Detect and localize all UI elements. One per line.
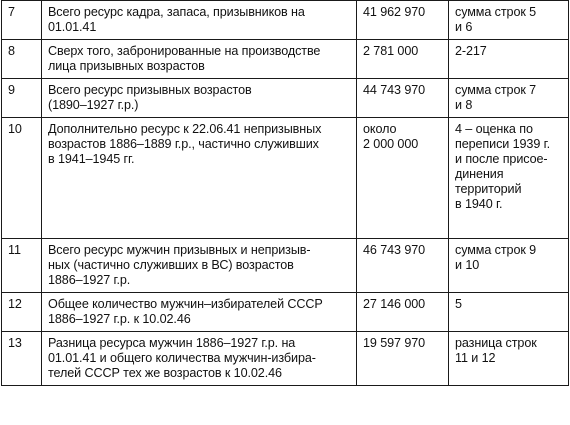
table-row <box>2 40 569 79</box>
row-value: 41 962 970 <box>357 1 449 40</box>
row-value: 27 146 000 <box>357 293 449 332</box>
row-number: 12 <box>2 293 42 332</box>
row-number: 11 <box>2 239 42 293</box>
row-value: около 2 000 000 <box>357 118 449 239</box>
row-note: сумма строк 9 и 10 <box>449 239 569 293</box>
row-description: Общее количество мужчин–избирателей СССР 1886–1927 г.р. к 10.02.46 <box>42 293 357 332</box>
row-value: 2 781 000 <box>357 40 449 79</box>
row-note: 2-217 <box>449 40 569 79</box>
row-description: Всего ресурс призывных возрастов (1890–1927 г.р.) <box>42 79 357 118</box>
row-value: 44 743 970 <box>357 79 449 118</box>
row-number: 9 <box>2 79 42 118</box>
row-description: Дополнительно ресурс к 22.06.41 непризывных возрастов 1886–1889 г.р., частично служивших в 1941–1945 гг. <box>42 118 357 239</box>
row-note: сумма строк 5 и 6 <box>449 1 569 40</box>
table-row <box>2 293 569 332</box>
row-note: 4 – оценка по переписи 1939 г. и после присое- динения территорий в 1940 г. <box>449 118 569 239</box>
row-number: 13 <box>2 332 42 386</box>
row-number: 8 <box>2 40 42 79</box>
row-description: Всего ресурс кадра, запаса, призывников на 01.01.41 <box>42 1 357 40</box>
resource-table <box>1 0 569 386</box>
table-row <box>2 1 569 40</box>
row-note: сумма строк 7 и 8 <box>449 79 569 118</box>
row-number: 10 <box>2 118 42 239</box>
row-note: 5 <box>449 293 569 332</box>
row-value: 46 743 970 <box>357 239 449 293</box>
row-description: Всего ресурс мужчин призывных и непризыв- ных (частично служивших в ВС) возрастов 1886–1927 г.р. <box>42 239 357 293</box>
row-number: 7 <box>2 1 42 40</box>
table-row <box>2 332 569 386</box>
row-note: разница строк 11 и 12 <box>449 332 569 386</box>
table-row <box>2 79 569 118</box>
row-value: 19 597 970 <box>357 332 449 386</box>
row-description: Разница ресурса мужчин 1886–1927 г.р. на 01.01.41 и общего количества мужчин-избира- телей СССР тех же возрастов к 10.02.46 <box>42 332 357 386</box>
table-row <box>2 118 569 239</box>
row-description: Сверх того, забронированные на производстве лица призывных возрастов <box>42 40 357 79</box>
table-row <box>2 239 569 293</box>
